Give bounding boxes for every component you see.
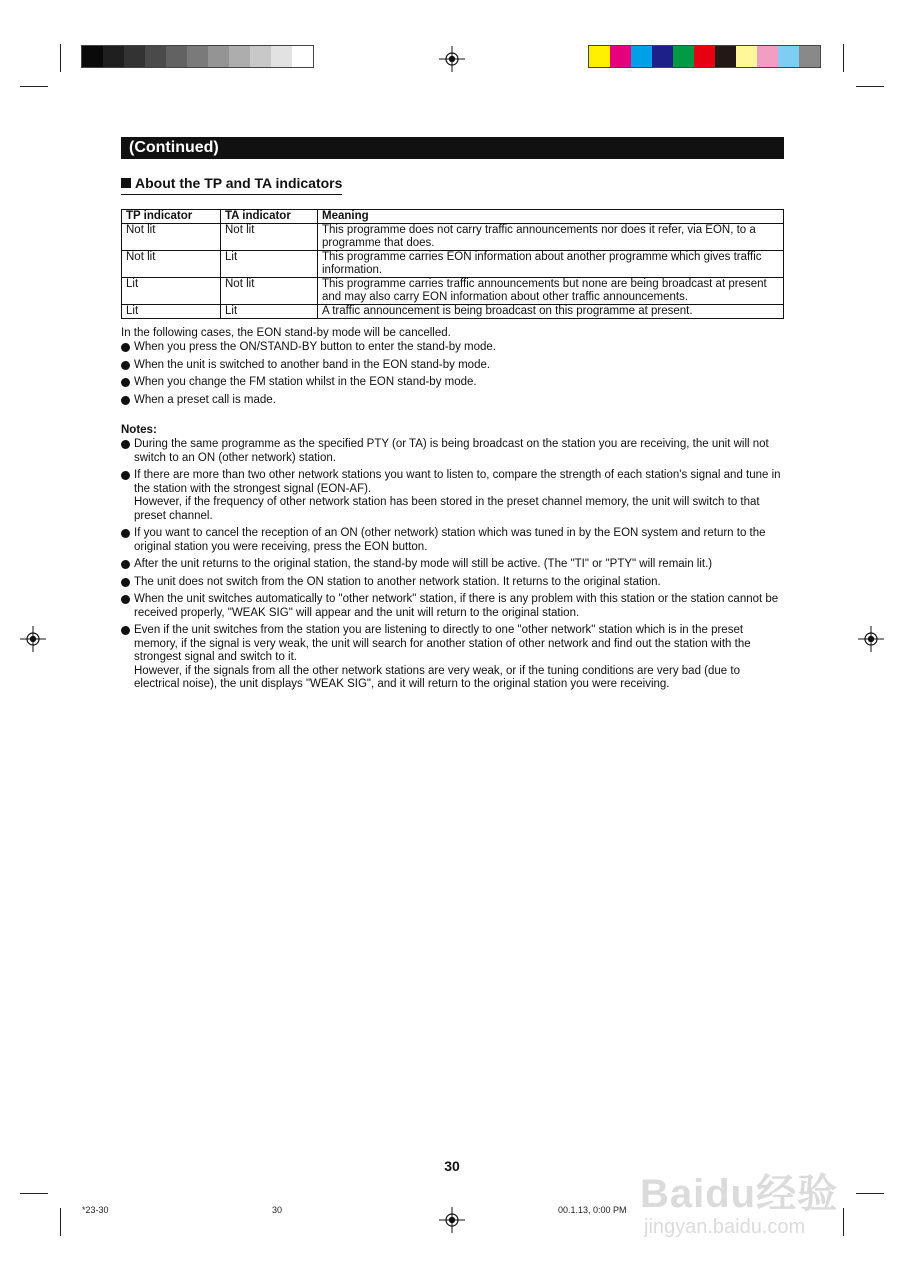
watermark-brand: Baidu经验: [640, 1172, 839, 1216]
cell-tp: Lit: [122, 305, 221, 319]
crop-mark: [856, 1193, 884, 1194]
cell-meaning: This programme carries traffic announcements but none are being broadcast at present and may also carry EON information about other traffic announcements.: [318, 278, 784, 305]
header-ta-indicator: TA indicator: [221, 210, 318, 224]
baidu-watermark: [640, 1140, 860, 1250]
footer-left: *23-30: [82, 1205, 109, 1215]
square-bullet-icon: [121, 178, 131, 188]
continued-header-bar: (Continued): [121, 137, 784, 159]
grayscale-calibration-bar: [81, 45, 314, 68]
gray-swatch: [208, 46, 229, 67]
gray-swatch: [103, 46, 124, 67]
note-item: [121, 624, 784, 692]
list-item: When you press the ON/STAND-BY button to enter the stand-by mode.: [121, 341, 784, 355]
section-title-text: About the TP and TA indicators: [135, 175, 343, 191]
list-item: When a preset call is made.: [121, 394, 784, 408]
note-text: If you want to cancel the reception of an ON (other network) station which was tuned in by the EON system and return to the original station you were receiving, press the EON button.: [134, 527, 766, 553]
gray-swatch: [82, 46, 103, 67]
note-item: [121, 527, 784, 554]
cell-ta: Lit: [221, 251, 318, 278]
registration-mark-left: [20, 626, 46, 652]
note-text: Even if the unit switches from the station you are listening to directly to one "other network" station which is in the preset memory, if the signal is very weak, the unit will search for another station of other network and find out the station with the strongest signal and switch to it.: [134, 624, 751, 663]
crop-mark: [856, 86, 884, 87]
crop-mark: [60, 1208, 61, 1236]
color-swatch: [799, 46, 820, 67]
registration-mark-bottom: [439, 1207, 465, 1233]
table-row: [122, 251, 784, 278]
table-row: [122, 305, 784, 319]
cell-meaning: This programme carries EON information about another programme which gives traffic information.: [318, 251, 784, 278]
note-text: When the unit switches automatically to "other network" station, if there is any problem with this station or the station cannot be received properly, "WEAK SIG" will appear and the unit will return to the original station.: [134, 593, 779, 619]
cell-meaning: A traffic announcement is being broadcast on this programme at present.: [318, 305, 784, 319]
gray-swatch: [250, 46, 271, 67]
page-number: 30: [444, 1158, 460, 1174]
color-swatch: [694, 46, 715, 67]
color-swatch: [757, 46, 778, 67]
table-row: [122, 278, 784, 305]
color-swatch: [631, 46, 652, 67]
gray-swatch: [271, 46, 292, 67]
crop-mark: [843, 44, 844, 72]
cell-tp: Not lit: [122, 224, 221, 251]
cell-meaning: This programme does not carry traffic announcements nor does it refer, via EON, to a programme that does.: [318, 224, 784, 251]
color-swatch: [778, 46, 799, 67]
note-item: [121, 469, 784, 523]
cell-tp: Not lit: [122, 251, 221, 278]
note-item: [121, 558, 784, 572]
color-swatch: [673, 46, 694, 67]
note-text: The unit does not switch from the ON station to another network station. It returns to the original station.: [134, 575, 661, 588]
cancel-intro: In the following cases, the EON stand-by mode will be cancelled.: [121, 327, 451, 339]
cell-tp: Lit: [122, 278, 221, 305]
note-text: After the unit returns to the original station, the stand-by mode will still be active. (The "TI" or "PTY" will remain lit.): [134, 558, 713, 570]
color-swatch: [652, 46, 673, 67]
note-text: However, if the signals from all the other network stations are very weak, or if the tuning conditions are very bad (due to electrical noise), the unit displays "WEAK SIG", and it will return to the original station you were receiving.: [134, 664, 740, 690]
header-tp-indicator: TP indicator: [122, 210, 221, 224]
list-item: When the unit is switched to another band in the EON stand-by mode.: [121, 359, 784, 373]
header-meaning: Meaning: [318, 210, 784, 224]
note-item: [121, 438, 784, 465]
section-title: [121, 175, 342, 195]
registration-mark-right: [858, 626, 884, 652]
watermark-url: jingyan.baidu.com: [644, 1216, 806, 1238]
cancel-cases-list: [121, 341, 784, 411]
gray-swatch: [187, 46, 208, 67]
color-swatch: [589, 46, 610, 67]
gray-swatch: [292, 46, 313, 67]
gray-swatch: [145, 46, 166, 67]
color-swatch: [715, 46, 736, 67]
color-swatch: [736, 46, 757, 67]
gray-swatch: [229, 46, 250, 67]
cell-ta: Lit: [221, 305, 318, 319]
crop-mark: [60, 44, 61, 72]
note-item: [121, 576, 784, 590]
table-row: [122, 224, 784, 251]
cell-ta: Not lit: [221, 278, 318, 305]
cell-ta: Not lit: [221, 224, 318, 251]
tp-ta-indicator-table: [121, 209, 784, 319]
list-item: When you change the FM station whilst in the EON stand-by mode.: [121, 376, 784, 390]
crop-mark: [20, 86, 48, 87]
note-text: However, if the frequency of other network station has been stored in the preset channel memory, the unit will switch to that preset channel.: [134, 496, 760, 522]
notes-heading: Notes:: [121, 424, 157, 436]
footer-right: 00.1.13, 0:00 PM: [558, 1205, 627, 1215]
table-header-row: [122, 210, 784, 224]
notes-list: [121, 438, 784, 696]
footer-center: 30: [272, 1205, 283, 1215]
note-text: If there are more than two other network stations you want to listen to, compare the strength of each station's signal and tune in the station with the strongest signal (EON-AF).: [134, 469, 781, 495]
gray-swatch: [124, 46, 145, 67]
crop-mark: [20, 1193, 48, 1194]
color-calibration-bar: [588, 45, 821, 68]
note-item: [121, 593, 784, 620]
note-text: During the same programme as the specified PTY (or TA) is being broadcast on the station you are receiving, the unit will not switch to an ON (other network) station.: [134, 438, 769, 464]
registration-mark-top: [439, 46, 465, 72]
gray-swatch: [166, 46, 187, 67]
color-swatch: [610, 46, 631, 67]
